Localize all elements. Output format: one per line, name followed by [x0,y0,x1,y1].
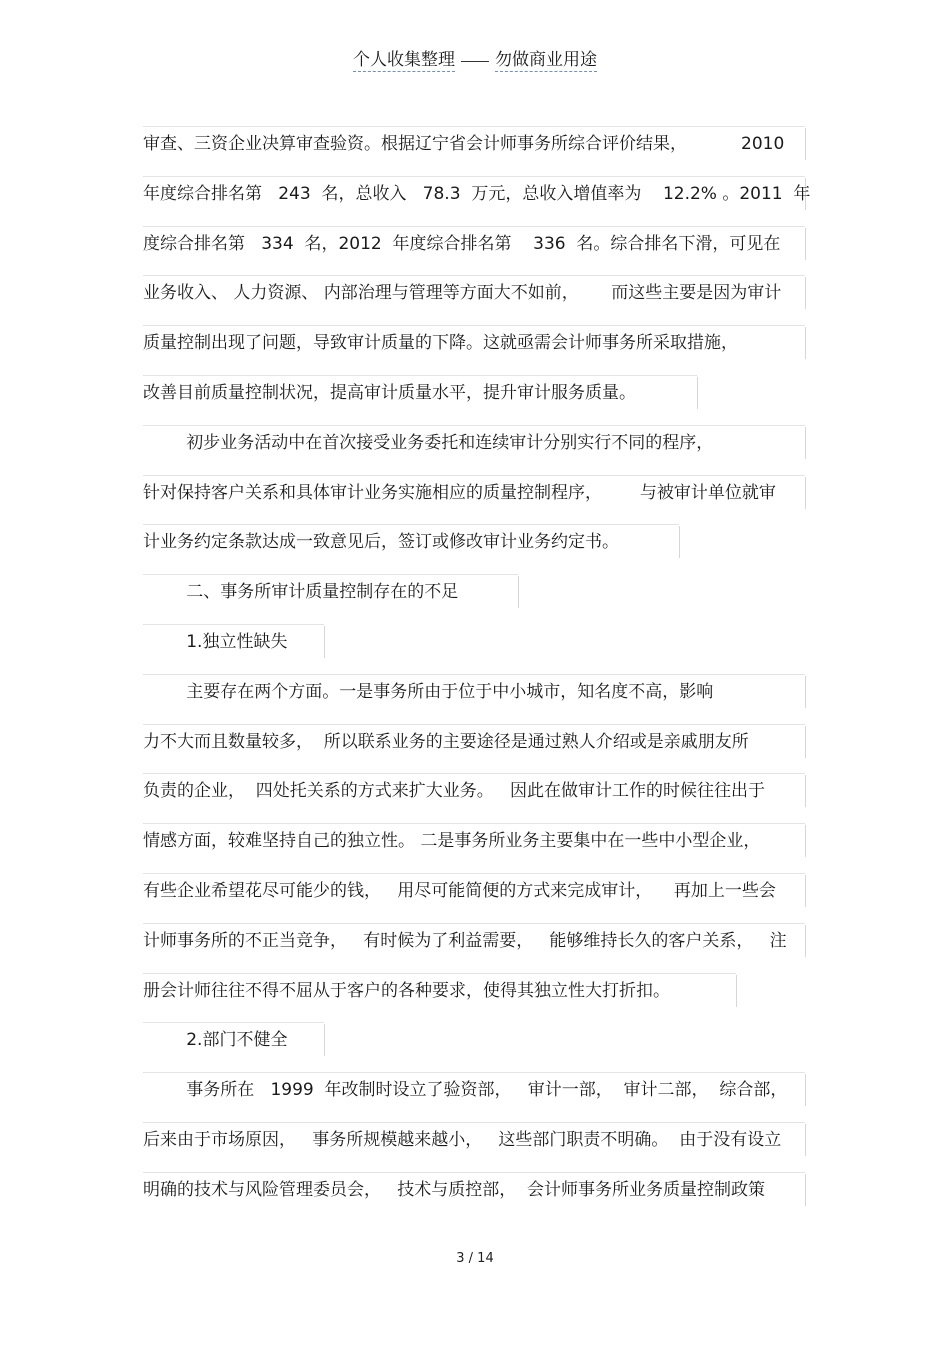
text-line: 年度综合排名第 243 名，总收入 78.3 万元，总收入增值率为 12.2% 。2011 年 [143,178,806,210]
subsection-heading: 2.部门不健全 [143,1024,325,1056]
text-line: 明确的技术与风险管理委员会， 技术与质控部， 会计师事务所业务质量控制政策 [143,1174,806,1206]
text-line: 主要存在两个方面。一是事务所由于位于中小城市，知名度不高，影响 [143,676,806,708]
text-line: 有些企业希望花尽可能少的钱， 用尽可能简便的方式来完成审计， 再加上一些会 [143,875,806,907]
text-line: 审查、三资企业决算审查验资。根据辽宁省会计师事务所综合评价结果， 2010 [143,128,806,160]
text-line: 计师事务所的不正当竞争， 有时候为了利益需要， 能够维持长久的客户关系， 注 [143,925,806,957]
page-header [0,48,950,72]
text-line: 情感方面，较难坚持自己的独立性。 二是事务所业务主要集中在一些中小型企业， [143,825,806,857]
text-line: 度综合排名第 334 名，2012 年度综合排名第 336 名。综合排名下滑，可见在 [143,228,806,260]
text-line: 册会计师往往不得不屈从于客户的各种要求，使得其独立性大打折扣。 [143,975,737,1007]
text-line: 业务收入、 人力资源、 内部治理与管理等方面大不如前， 而这些主要是因为审计 [143,277,806,309]
page-number: 3 / 14 [456,1251,494,1266]
text-line: 计业务约定条款达成一致意见后，签订或修改审计业务约定书。 [143,526,680,558]
header-right-text: 勿做商业用途 [495,50,597,70]
section-heading: 二、事务所审计质量控制存在的不足 [143,576,519,608]
text-line: 后来由于市场原因， 事务所规模越来越小， 这些部门职责不明确。 由于没有设立 [143,1124,806,1156]
text-line: 初步业务活动中在首次接受业务委托和连续审计分别实行不同的程序， [143,427,806,459]
text-line: 针对保持客户关系和具体审计业务实施相应的质量控制程序， 与被审计单位就审 [143,477,806,509]
text-line: 事务所在 1999 年改制时设立了验资部， 审计一部， 审计二部， 综合部， [143,1074,806,1106]
text-line: 负责的企业， 四处托关系的方式来扩大业务。 因此在做审计工作的时候往往出于 [143,775,806,807]
text-line: 力不大而且数量较多， 所以联系业务的主要途径是通过熟人介绍或是亲戚朋友所 [143,726,806,758]
header-separator [461,60,489,62]
text-line: 改善目前质量控制状况，提高审计质量水平，提升审计服务质量。 [143,377,698,409]
subsection-heading: 1.独立性缺失 [143,626,325,658]
text-line: 质量控制出现了问题，导致审计质量的下降。这就亟需会计师事务所采取措施， [143,327,806,359]
header-left-text: 个人收集整理 [353,50,455,70]
